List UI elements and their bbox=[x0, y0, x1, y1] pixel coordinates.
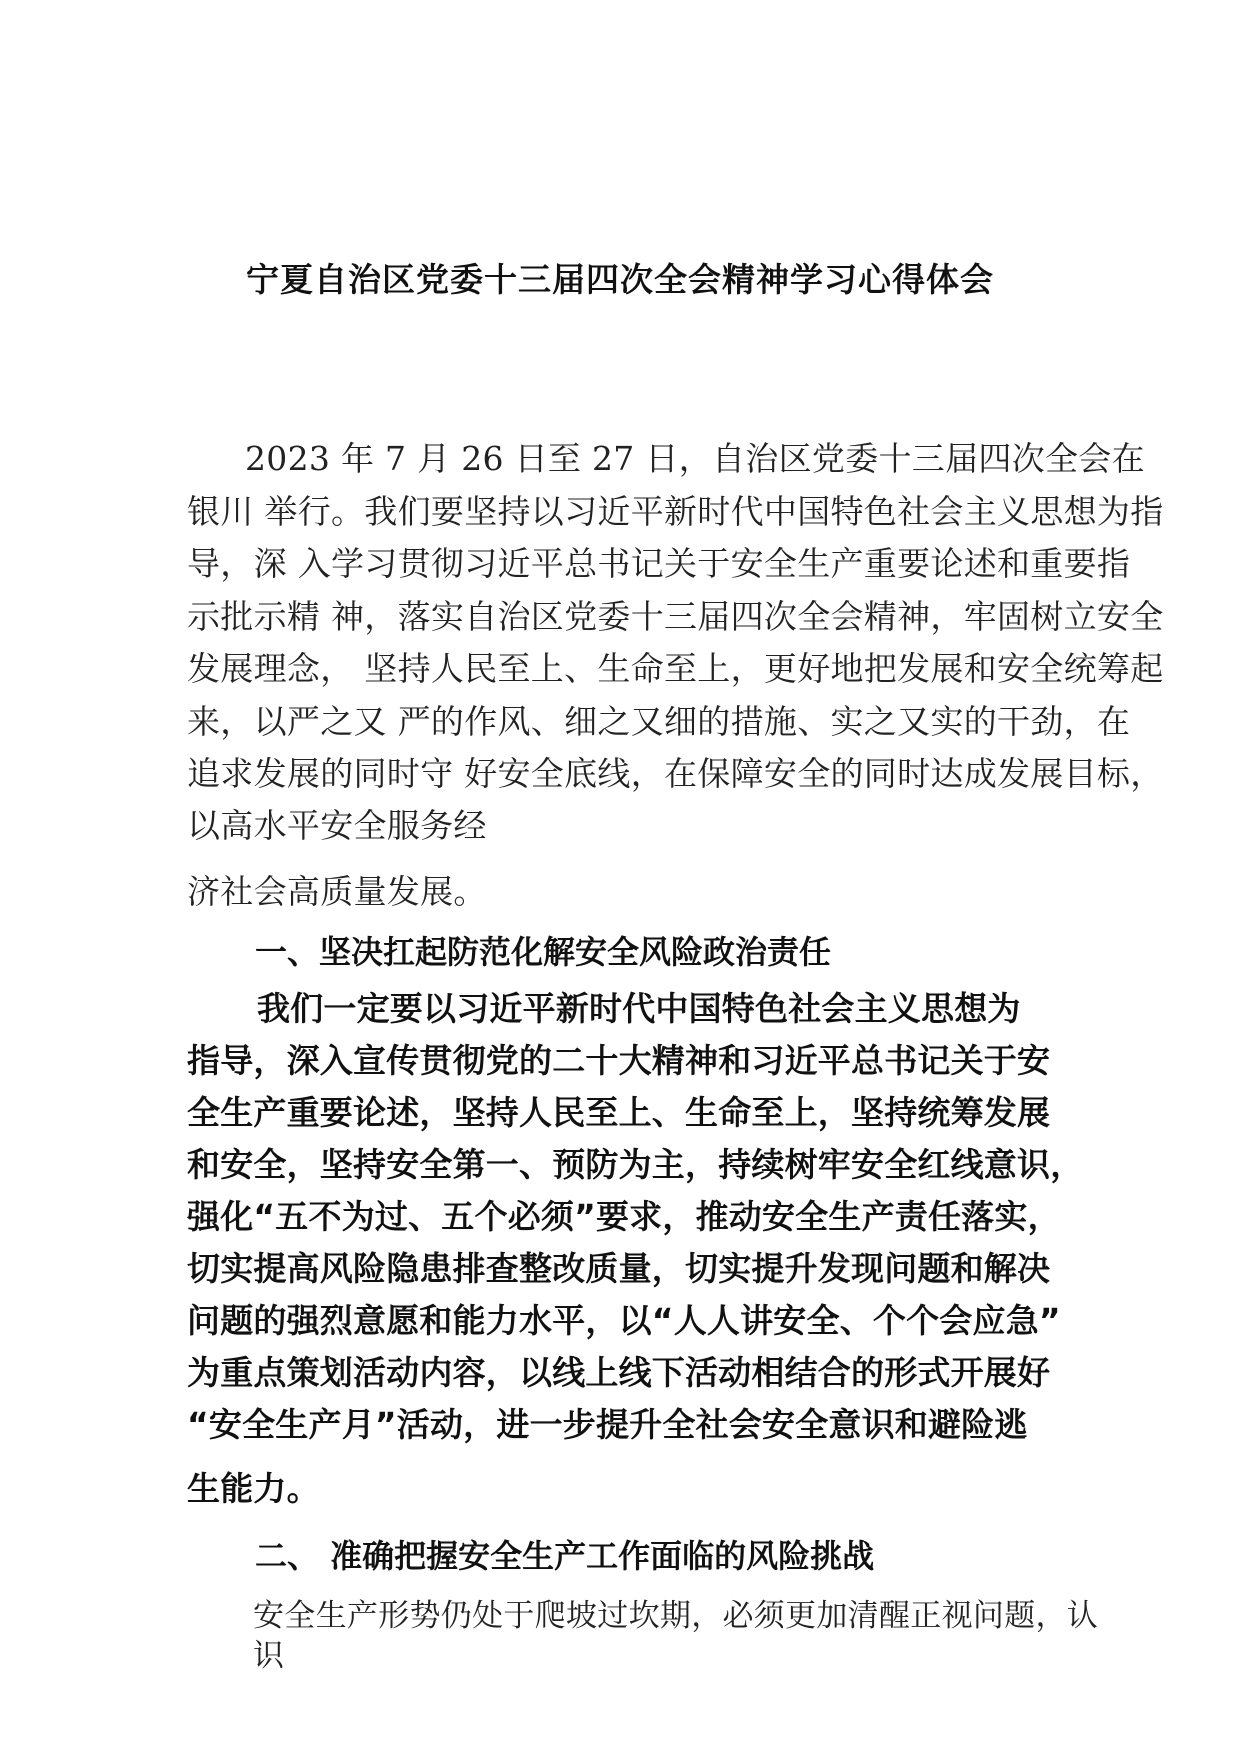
intro-line-6: 来，以严之又 严的作风、细之又细的措施、实之又实的干劲，在 bbox=[187, 702, 1131, 741]
section-1-line-6: 切实提高风险隐患排查整改质量，切实提升发现问题和解决 bbox=[187, 1249, 1051, 1288]
intro-line-3: 导，深 入学习贯彻习近平总书记关于安全生产重要论述和重要指 bbox=[187, 544, 1131, 583]
document-title: 宁夏自治区党委十三届四次全会精神学习心得体会 bbox=[246, 260, 994, 299]
intro-line-8: 以高水平安全服务经 bbox=[187, 806, 487, 845]
intro-line-1: 2023 年 7 月 26 日至 27 日，自治区党委十三届四次全会在 bbox=[245, 439, 1145, 478]
intro-line-7: 追求发展的同时守 好安全底线，在保障安全的同时达成发展目标， bbox=[187, 754, 1164, 793]
intro-line-9: 济社会高质量发展。 bbox=[187, 872, 487, 911]
intro-line-2: 银川 举行。我们要坚持以习近平新时代中国特色社会主义思想为指 bbox=[187, 492, 1164, 531]
intro-line-4: 示批示精 神，落实自治区党委十三届四次全会精神，牢固树立安全 bbox=[187, 597, 1164, 636]
section-1-heading: 一、坚决扛起防范化解安全风险政治责任 bbox=[255, 933, 832, 971]
section-1-line-9: “安全生产月”活动，进一步提升全社会安全意识和避险逃 bbox=[187, 1405, 1028, 1444]
section-1-line-4: 和安全，坚持安全第一、预防为主，持续树牢安全红线意识， bbox=[187, 1145, 1084, 1184]
section-1-line-2: 指导，深入宣传贯彻党的二十大精神和习近平总书记关于安 bbox=[187, 1041, 1051, 1080]
section-2-line-1: 安全生产形势仍处于爬坡过坎期，必须更加清醒正视问题，认 bbox=[253, 1598, 1099, 1634]
section-1-line-8: 为重点策划活动内容，以线上线下活动相结合的形式开展好 bbox=[187, 1353, 1051, 1392]
section-2-line-2: 识 bbox=[253, 1638, 285, 1674]
section-1-line-3: 全生产重要论述，坚持人民至上、生命至上，坚持统筹发展 bbox=[187, 1093, 1051, 1132]
section-1-line-7: 问题的强烈意愿和能力水平，以“人人讲安全、个个会应急” bbox=[187, 1301, 1061, 1340]
intro-line-5: 发展理念， 坚持人民至上、生命至上，更好地把发展和安全统筹起 bbox=[187, 649, 1164, 688]
section-1-line-5: 强化“五不为过、五个必须”要求，推动安全生产责任落实， bbox=[187, 1197, 1061, 1236]
section-1-line-1: 我们一定要以习近平新时代中国特色社会主义思想为 bbox=[257, 989, 1021, 1028]
section-2-heading: 二、 准确把握安全生产工作面临的风险挑战 bbox=[255, 1537, 875, 1575]
section-1-line-10: 生能力。 bbox=[187, 1469, 320, 1508]
